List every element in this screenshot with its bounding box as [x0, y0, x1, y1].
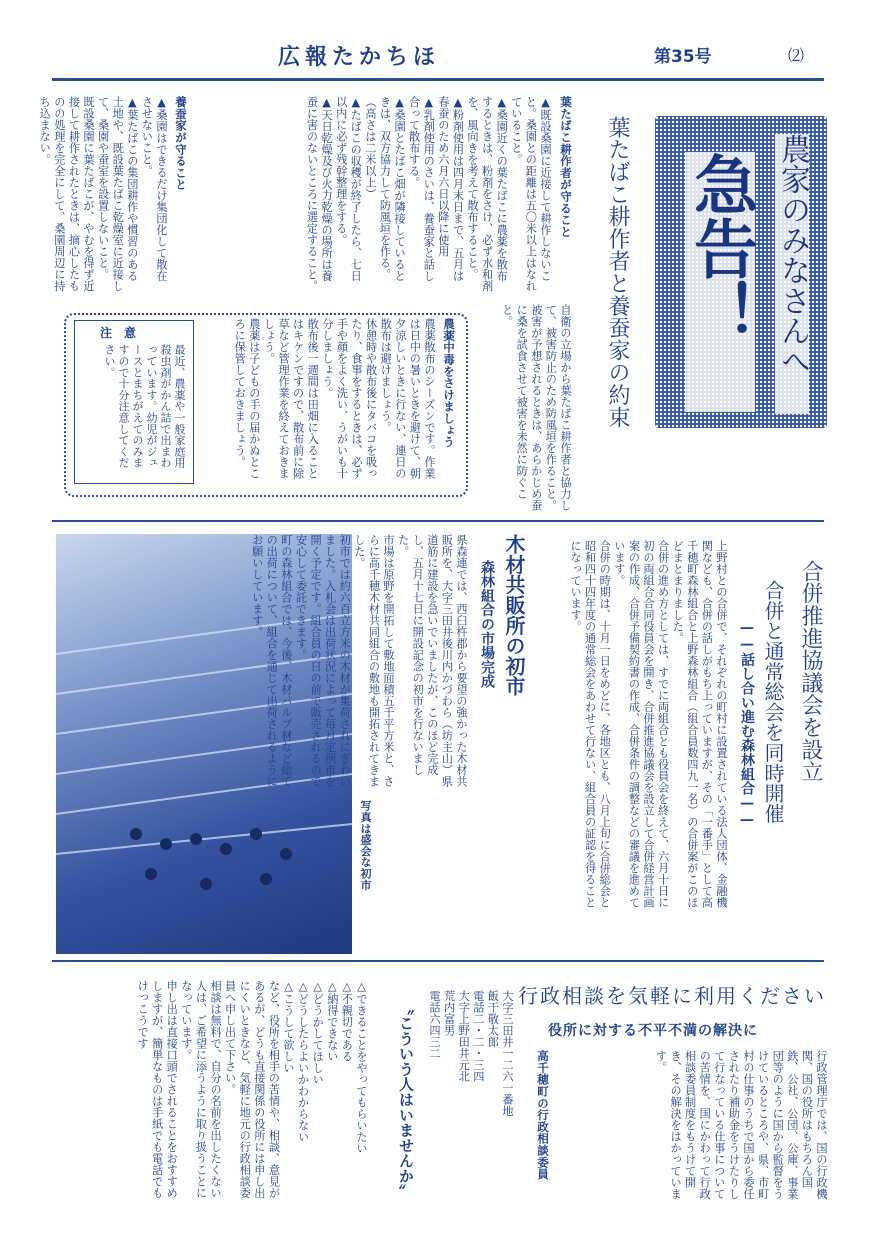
lumber-body-lower: [360, 796, 520, 930]
urgent-banner: [655, 116, 827, 428]
page-number: ⑵: [788, 46, 805, 65]
consult-subhead: 役所に対する不平不満の解決に: [548, 1023, 758, 1039]
issue-number: 第35号: [654, 47, 712, 67]
lumber-subhead: 森林組合の市場完成: [479, 560, 495, 689]
consult-who-head: 〝こういう人はいませんか〟: [397, 1000, 415, 1199]
tobacco-sec1-head: 葉たばこ耕作者が守ること: [559, 96, 573, 238]
lumber-body: 県森連では、西臼杵郡から要望の強かった木材共販所を、大字三田井後川内かづわら（坊主山）県道筋に建設を急いでいましたが、このほど完成し、五月十七日に開設記念の初市を行ないました。 市場は原野を開拓して敷地面積五千平方米と、さらに高千穂木材共同組合の敷地も開拓されてきました。 初市では約六百立方米の木材が集荷されにぎわいました。入札会は出荷状況によって毎月定例市を開く予定です。組合員の日の前で販売されるので安心して委託できます。 町の森林組合では、今後、木材パルプ材など総ての出荷について、組合を通じて出荷されるようにお願いしています。: [250, 534, 468, 787]
consult-headline: 行政相談を気軽に利用ください: [518, 984, 826, 1008]
tobacco-headline: 葉たばこ耕作者と養蚕家の約束: [605, 116, 630, 429]
consult-body: 行政管理庁では、国の行政機関、国の役所はもちろん国鉄、公社、公団、公庫、事業団等のように国から監督をうけているところや、県、市町村の仕事のうちで国から委任されたり補助金をうけたりして行なっている仕事についての苦情を、国にかわって行政相談委員制度をもうけて開き、その解決をはかっています。: [654, 1050, 828, 1200]
tobacco-sec2-head: 養蚕家が守ること: [174, 96, 188, 191]
caution-label: 注 意: [100, 326, 137, 340]
tobacco-sec2-body: ▲桑園はできるだけ集団化して散在させないこと。 ▲葉たばこの集団耕作や慣習のある土地や、既設葉たばこ乾燥室に近接して、桑園や蚕室を設置しないこと。 既設桑園に葉たばこが、やむを得ず近接して耕作されたときは、摘心したものの処理を完全にして、桑園周辺に持ち込まない。: [38, 96, 168, 292]
merger-headline: 合併推進協議会を設立: [798, 560, 823, 783]
merger-subhead: 合併と通常総会を同時開催: [761, 580, 785, 824]
merger-tagline: ——話し合い進む森林組合——: [739, 620, 755, 829]
masthead-title: 広報たかちほ: [278, 45, 441, 70]
section-rule-2: [52, 960, 824, 962]
lumber-headline: 木材共販所の初市: [502, 534, 526, 697]
consult-members: 大字三田井一二六一番地 飯干敬太郎 電話二・二・三四 大字上野田井元北 荒内富男 電話六四三二: [428, 990, 514, 1117]
tobacco-sec1-body: ▲既設桑園に近接して耕作しないこと。桑園との距離は五〇米以上はなれていること。 ▲桑園近くの葉たばこに農薬を散布するときは、粉剤をさけ、必ず水和剤を、風向きを考えて散布すること。 ▲粉剤使用は四月末日まで、五月は春蚕のため六月六日以降に使用 ▲乳剤使用のさいは、養蚕家と話し合って散布する。 ▲桑園とたばこ畑が隣接しているときは、双方協力して防風垣を作る。（高さは二米以上） ▲たばこの収穫が終了したら、七日以内に必ず残幹整理をする。 ▲天日乾燥及び火力乾燥の場所は養蚕に害のないところに選定すること。: [305, 96, 552, 292]
lumber-caption: 写真は盛会な初市: [359, 800, 372, 891]
caution-body: 最近、農薬や一般家庭用殺虫剤がかん詰で出まわっています。幼児がジュースとまちがえてのみますので十分注意してください。: [103, 344, 186, 469]
pesticide-head: 農薬中毒をさけましょう: [442, 318, 456, 448]
urgent-line2: 急告！: [685, 152, 755, 412]
section-rule-1: [52, 520, 824, 522]
urgent-line1: 農家のみなさんへ: [775, 134, 809, 414]
consult-who-list: △できることをやってもらいたい △不親切である △納得できない △どうかしてほしい △どうしたらよいかわからない △こうして欲しい など、役所を相手の苦情や、相談、意見があるが、どうも直接関係の役所には申し出にくいときなど、気軽に地元の行政相談委員へ申し出て下さい。 相談は無料で、自分の名前を出したくない人は、ご希望に添うように取り扱うことになっています。 申し出は直接口頭でされることをおすすめしますが、簡単なものは手紙でも電話でもけっこうです: [136, 980, 368, 1199]
header-rule: [52, 78, 824, 81]
consult-committee-label: 高千穂町の行政相談委員: [536, 1050, 550, 1180]
pesticide-body: 農薬散布のシーズンです。作業は日中の暑いときを避けて、朝夕涼しいときに行ない、連日の散布は避けましょう。 休憩時や散布後にタバコを吸ったり、食事をするときは、必ず手や顔をよく洗い、うがいも十分しましょう。 散布後一週間は田畑に入ることはキケンですので、散布前に除草など管理作業を終えておきましょう。 農薬は子どもの手の届かぬところに保管しておきましょう。: [233, 318, 436, 479]
merger-body: 上野村との合併で、それぞれの町村に設置されている法人団体、金融機関なども、合併の話しがもち上っていますが、その「一番手」として高千穂町森林組合と上野森林組合（組合員数四九一名）の合併案がこのほどまとまりました。 合併の進め方としては、すでに両組合とも役員会を終えて、六月十日に初の両組合合同役員会を開き、合併推進協議会を設立して合併経営計画案の作成、合併予備契約書の作成、合併条件の調整などの審議を進めています。 合併の時期は、十月一日をめどに、各地区とも、八月上旬に合併総会と昭和四十四年度の通常総会をあわせて行ない、組合員の証認を得ることになっています。: [569, 540, 728, 908]
tobacco-intro: 自衛の立場から葉たばこ耕作者と協力して、被害防止のため防風垣を作ること。 被害が予想されるときは、あらかじめ蚕に桑を試食させて被害を未然に防ぐこと。: [500, 304, 572, 511]
